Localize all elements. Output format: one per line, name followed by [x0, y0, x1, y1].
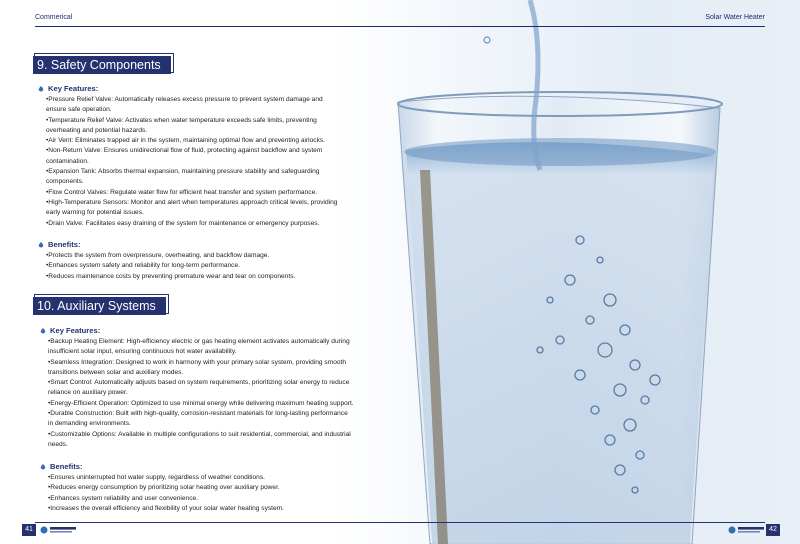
list-item: •Backup Heating Element: High-efficiency electric or gas heating element activates automatically during [48, 338, 350, 345]
list-item: early warning for potential issues. [46, 209, 144, 217]
list-item: •Protects the system from overpressure, overheating, and backflow damage. [46, 252, 270, 259]
header-right-label: Solar Water Heater [705, 14, 765, 21]
section-10-benefits-heading [40, 462, 83, 471]
list-item: •Ensures uninterrupted hot water supply, regardless of weather conditions. [48, 474, 265, 481]
list-item: •Increases the overall efficiency and flexibility of your solar water heating system. [48, 504, 285, 512]
droplet-icon [38, 242, 44, 248]
list-item: overheating and potential hazards. [46, 126, 148, 134]
features-label: Key Features: [50, 326, 101, 335]
company-logo [40, 525, 78, 535]
list-item: •Drain Valve: Facilitates easy draining of the system for maintenance or emergency purposes. [46, 219, 320, 227]
list-item: •Seamless Integration: Designed to work in harmony with your primary solar system, providing smooth [48, 358, 347, 366]
company-logo [728, 525, 766, 535]
header-left-label: Commerical [35, 14, 73, 21]
list-item: components. [46, 178, 84, 186]
list-item: contamination. [46, 157, 89, 165]
benefits-label: Benefits: [50, 462, 83, 471]
page-number-right: 42 [766, 524, 780, 536]
features-label: Key Features: [48, 84, 99, 93]
list-item: needs. [48, 440, 68, 448]
list-item: •Enhances system reliability and user convenience. [48, 494, 199, 502]
list-item: •Air Vent: Eliminates trapped air in the system, maintaining optimal flow and preventing airlocks. [46, 137, 326, 145]
page-number-left: 41 [22, 524, 36, 536]
footer-divider [35, 522, 765, 523]
droplet-icon [40, 464, 46, 470]
section-9-benefits-heading [38, 240, 81, 249]
list-item: insufficient solar input, ensuring continuous hot water availability. [48, 348, 237, 356]
list-item: •Enhances system safety and reliability for long-term performance. [46, 262, 240, 270]
section-10-benefits-list [48, 473, 390, 514]
list-item: •Reduces maintenance costs by preventing premature wear and tear on components. [46, 272, 296, 280]
section-10-features-list [48, 337, 390, 450]
list-item: •High-Temperature Sensors: Monitor and alert when temperatures approach critical levels, providing [46, 198, 338, 206]
list-item: •Reduces energy consumption by prioritizing solar heating over auxiliary power. [48, 484, 280, 492]
section-10-title: 10. Auxiliary Systems [33, 297, 166, 315]
section-10-features-heading [40, 326, 100, 335]
list-item: in demanding environments. [48, 420, 131, 428]
list-item: transitions between solar and auxiliary modes. [48, 368, 184, 376]
section-9-features-list [46, 95, 384, 229]
list-item: ensure safe operation. [46, 106, 112, 114]
list-item: •Flow Control Valves: Regulate water flow for efficient heat transfer and system performance. [46, 188, 318, 196]
section-9-benefits-list [46, 251, 384, 282]
droplet-icon [38, 86, 44, 92]
list-item: •Temperature Relief Valve: Activates when water temperature exceeds safe limits, preventing [46, 116, 317, 124]
section-9-title: 9. Safety Components [33, 56, 171, 74]
list-item: •Expansion Tank: Absorbs thermal expansion, maintaining pressure stability and safeguarding [46, 168, 320, 176]
water-glass-illustration [390, 0, 800, 544]
list-item: •Customizable Options: Available in multiple configurations to suit residential, commercial, and industrial [48, 430, 351, 438]
list-item: reliance on auxiliary power. [48, 389, 128, 397]
list-item: •Pressure Relief Valve: Automatically releases excess pressure to prevent system damage and [46, 96, 323, 103]
section-9-features-heading [38, 84, 98, 93]
list-item: •Non-Return Valve: Ensures unidirectional flow of fluid, protecting against backflow and system [46, 147, 323, 155]
list-item: •Energy-Efficient Operation: Optimized to use minimal energy while delivering maximum heating support. [48, 399, 354, 407]
header-divider [35, 26, 765, 27]
list-item: •Smart Control: Automatically adjusts based on system requirements, prioritizing solar energy to reduce [48, 379, 350, 387]
benefits-label: Benefits: [48, 240, 81, 249]
list-item: •Durable Construction: Built with high-quality, corrosion-resistant materials for long-lasting performance [48, 410, 348, 418]
droplet-icon [40, 328, 46, 334]
